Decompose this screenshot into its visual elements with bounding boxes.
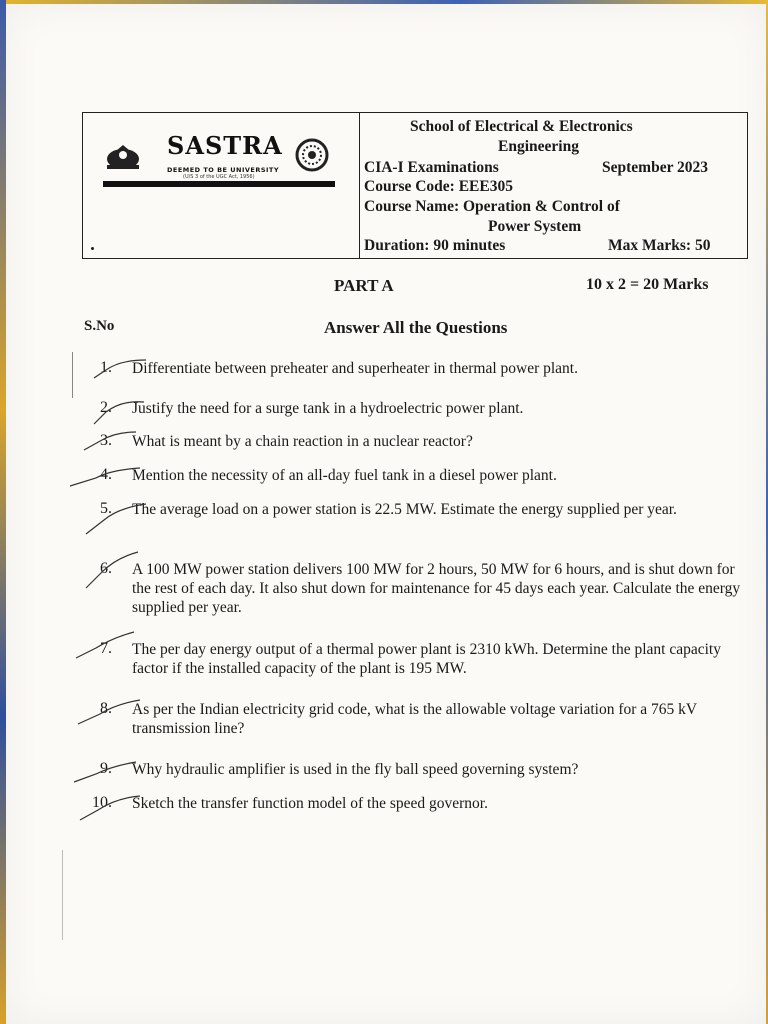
question-number: 6. xyxy=(100,560,112,577)
max-marks: Max Marks: 50 xyxy=(608,237,711,254)
question-number: 3. xyxy=(100,432,112,449)
margin-mark xyxy=(62,850,63,940)
institution-name: SASTRA xyxy=(167,131,283,160)
question-text: A 100 MW power station delivers 100 MW for 2 hours, 50 MW for 6 hours, and is shut down for the rest of each day. It also shut down for maintenance for 45 days each year. Calculate the energy supplied per year. xyxy=(132,561,741,616)
exam-info xyxy=(360,113,747,258)
question-text: Differentiate between preheater and superheater in thermal power plant. xyxy=(132,360,578,377)
question-text: As per the Indian electricity grid code, what is the allowable voltage variation for a 765 kV transmission line? xyxy=(132,701,697,737)
course-code: Course Code: EEE305 xyxy=(364,178,513,195)
question-text: The average load on a power station is 22.5 MW. Estimate the energy supplied per year. xyxy=(132,501,677,518)
question-text: The per day energy output of a thermal power plant is 2310 kWh. Determine the plant capacity factor if the installed capacity of the plant is 195 MW. xyxy=(132,641,721,677)
stray-dot xyxy=(91,247,94,250)
lamp-emblem-icon xyxy=(105,141,141,173)
question-number: 7. xyxy=(100,640,112,657)
school-name-line1: School of Electrical & Electronics xyxy=(410,118,633,135)
institution-subtagline: (U/S 3 of the UGC Act, 1956) xyxy=(183,174,255,180)
margin-mark xyxy=(72,352,73,398)
question-text: Mention the necessity of an all-day fuel tank in a diesel power plant. xyxy=(132,467,557,484)
course-name-line2: Power System xyxy=(488,218,582,235)
exam-name: CIA-I Examinations xyxy=(364,159,499,176)
part-marks: 10 x 2 = 20 Marks xyxy=(586,276,709,293)
question-number: 8. xyxy=(100,700,112,717)
seal-emblem-icon xyxy=(295,137,329,173)
logo-underline xyxy=(103,181,335,187)
exam-month: September 2023 xyxy=(602,159,709,176)
question-text: What is meant by a chain reaction in a nuclear reactor? xyxy=(132,433,473,450)
instructions: Answer All the Questions xyxy=(324,318,508,337)
part-title: PART A xyxy=(334,276,394,295)
question-number: 9. xyxy=(100,760,112,777)
institution-logo xyxy=(83,113,360,258)
exam-header xyxy=(82,112,748,259)
institution-tagline: DEEMED TO BE UNIVERSITY xyxy=(167,166,280,174)
question-text: Sketch the transfer function model of the speed governor. xyxy=(132,795,488,812)
question-number: 5. xyxy=(100,500,112,517)
question-number: 10. xyxy=(92,794,112,811)
course-name-line1: Course Name: Operation & Control of xyxy=(364,198,620,215)
question-text: Why hydraulic amplifier is used in the fly ball speed governing system? xyxy=(132,761,579,778)
question-number: 4. xyxy=(100,466,112,483)
question-text: Justify the need for a surge tank in a hydroelectric power plant. xyxy=(132,400,524,417)
school-name-line2: Engineering xyxy=(498,138,579,155)
exam-duration: Duration: 90 minutes xyxy=(364,237,506,254)
serial-number-label: S.No xyxy=(84,318,115,334)
question-number: 2. xyxy=(100,399,112,416)
question-number: 1. xyxy=(100,359,112,376)
